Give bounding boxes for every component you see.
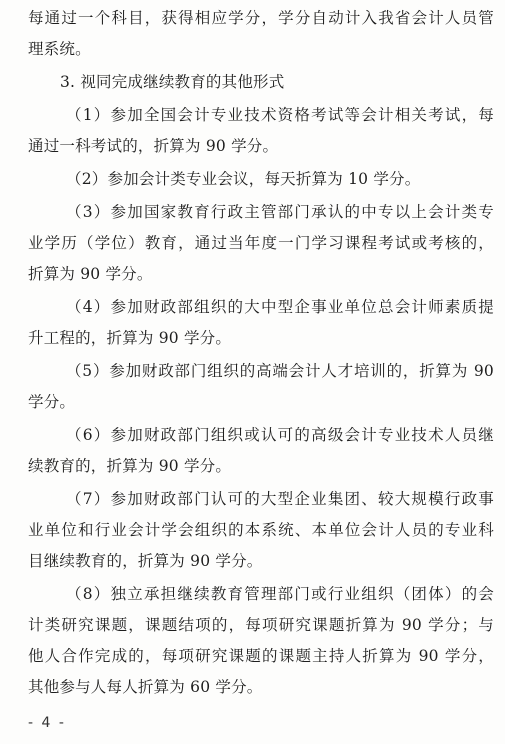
text-line-16: （7）参加财政部门认可的大型企业集团、较大规模行政事 xyxy=(66,490,494,508)
text-line-2: 理系统。 xyxy=(28,40,91,58)
text-line-6: （2）参加会计类专业会议，每天折算为 10 学分。 xyxy=(66,170,421,188)
text-line-5: 通过一科考试的，折算为 90 学分。 xyxy=(28,137,279,155)
text-line-22: 其他参与人每人折算为 60 学分。 xyxy=(28,678,263,696)
text-line-10: （4）参加财政部组织的大中型企事业单位总会计师素质提 xyxy=(66,298,494,316)
text-line-21: 他人合作完成的，每项研究课题的课题主持人折算为 90 学分， xyxy=(28,647,494,665)
text-line-17: 业单位和行业会计学会组织的本系统、本单位会计人员的专业科 xyxy=(28,521,494,539)
text-line-18: 目继续教育的，折算为 90 学分。 xyxy=(28,552,263,570)
text-line-12: （5）参加财政部门组织的高端会计人才培训的，折算为 90 xyxy=(66,362,494,380)
text-line-9: 折算为 90 学分。 xyxy=(28,265,153,283)
text-line-4: （1）参加全国会计专业技术资格考试等会计相关考试，每 xyxy=(66,106,494,124)
text-line-3: 3. 视同完成继续教育的其他形式 xyxy=(60,73,285,91)
text-line-20: 计类研究课题，课题结项的，每项研究课题折算为 90 学分；与 xyxy=(28,616,494,634)
text-line-7: （3）参加国家教育行政主管部门承认的中专以上会计类专 xyxy=(66,203,494,221)
text-line-14: （6）参加财政部门组织或认可的高级会计专业技术人员继 xyxy=(66,426,494,444)
text-line-1: 每通过一个科目，获得相应学分，学分自动计入我省会计人员管 xyxy=(28,9,494,27)
text-line-19: （8）独立承担继续教育管理部门或行业组织（团体）的会 xyxy=(66,585,494,603)
text-line-8: 业学历（学位）教育，通过当年度一门学习课程考试或考核的， xyxy=(28,234,494,252)
text-line-15: 续教育的，折算为 90 学分。 xyxy=(28,457,232,475)
text-line-11: 升工程的，折算为 90 学分。 xyxy=(28,329,232,347)
page-number: - 4 - xyxy=(28,715,66,731)
text-line-13: 学分。 xyxy=(28,393,76,411)
